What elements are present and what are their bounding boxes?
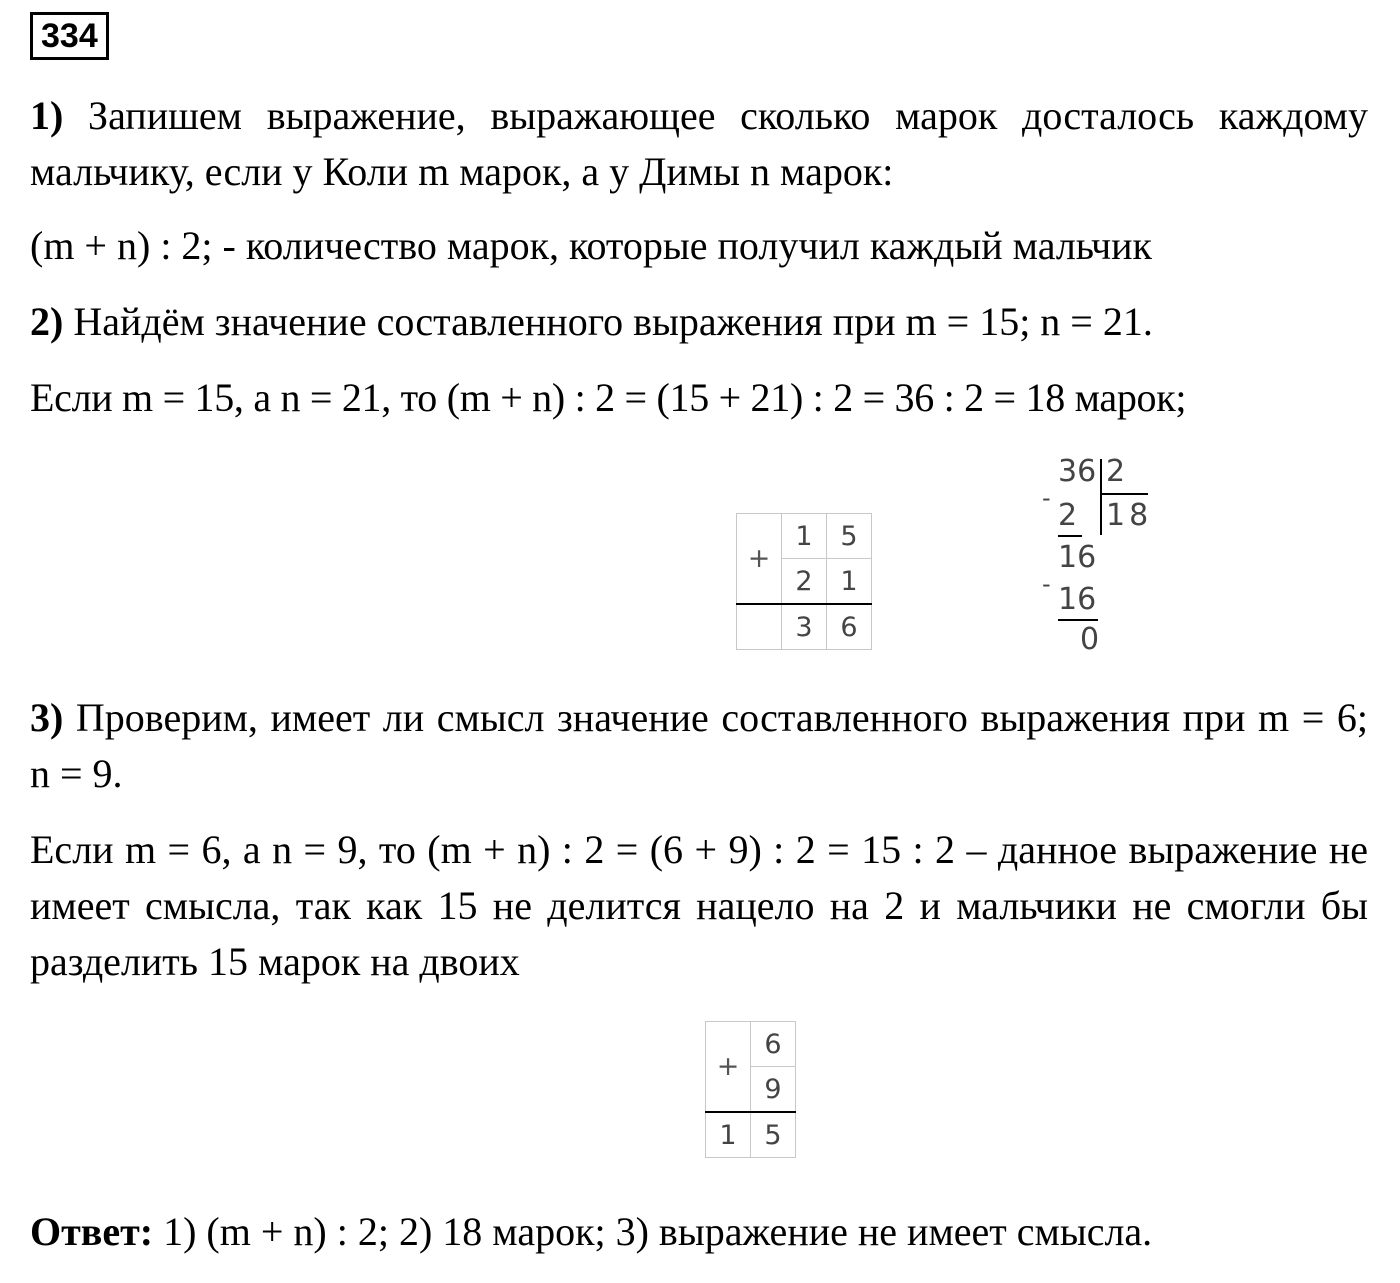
quotient: 18 (1106, 498, 1153, 533)
step-3-text: Проверим, имеет ли смысл значение составленного выражения при m = 6; n = 9. (30, 695, 1368, 796)
addition-grid-2 (705, 1021, 796, 1158)
step-2-paragraph (30, 294, 1368, 350)
step-1-paragraph (30, 88, 1368, 200)
answer-label: Ответ: (30, 1209, 154, 1254)
grid-cell-result: 1 (706, 1112, 751, 1158)
step-2-text: Найдём значение составленного выражения при m = 15; n = 21. (63, 299, 1153, 344)
grid-cell: 2 (782, 559, 827, 605)
subtrahend-2: 16 (1058, 582, 1097, 617)
minus-sign: - (1042, 484, 1051, 512)
grid-cell (737, 604, 782, 650)
step-3-number: 3) (30, 695, 64, 740)
addition-grid-1 (736, 513, 872, 650)
long-division (1040, 455, 1160, 655)
dividend: 36 (1058, 454, 1097, 489)
grid-cell: 1 (782, 514, 827, 559)
divisor: 2 (1106, 454, 1126, 489)
grid-cell-result: 3 (782, 604, 827, 650)
step-3-paragraph (30, 690, 1368, 802)
remainder-final: 0 (1080, 622, 1100, 657)
calculation-2: Если m = 6, a n = 9, то (m + n) : 2 = (6 + 9) : 2 = 15 : 2 – данное выражение не имеет смысла, так как 15 не делится нацело на 2 и мальчики не смогли бы разделить 15 марок на двоих (30, 827, 1368, 984)
division-bracket-horizontal (1100, 493, 1148, 495)
answer-text: 1) (m + n) : 2; 2) 18 марок; 3) выражение не имеет смысла. (153, 1209, 1153, 1254)
plus-sign: + (737, 514, 782, 605)
step-2-number: 2) (30, 299, 64, 344)
grid-cell-result: 6 (827, 604, 872, 650)
remainder-1: 16 (1058, 540, 1097, 575)
grid-cell-result: 5 (751, 1112, 796, 1158)
expression-line: (m + n) : 2; - количество марок, которые получил каждый мальчик (30, 223, 1152, 268)
subtrahend-1: 2 (1058, 498, 1078, 533)
division-underline (1058, 535, 1082, 537)
calculation-1: Если m = 15, a n = 21, то (m + n) : 2 = (15 + 21) : 2 = 36 : 2 = 18 марок; (30, 375, 1187, 420)
problem-number: 334 (30, 12, 109, 60)
grid-cell: 9 (751, 1067, 796, 1113)
step-1-number: 1) (30, 93, 64, 138)
grid-cell: 1 (827, 559, 872, 605)
minus-sign: - (1042, 570, 1051, 598)
grid-cell: 6 (751, 1022, 796, 1067)
grid-cell: 5 (827, 514, 872, 559)
step-1-text: Запишем выражение, выражающее сколько марок досталось каждому мальчику, если у Коли m марок, а у Димы n марок: (30, 93, 1368, 194)
division-bracket-vertical (1100, 459, 1102, 535)
plus-sign: + (706, 1022, 751, 1113)
division-underline (1058, 619, 1098, 621)
answer-line (30, 1204, 1368, 1260)
